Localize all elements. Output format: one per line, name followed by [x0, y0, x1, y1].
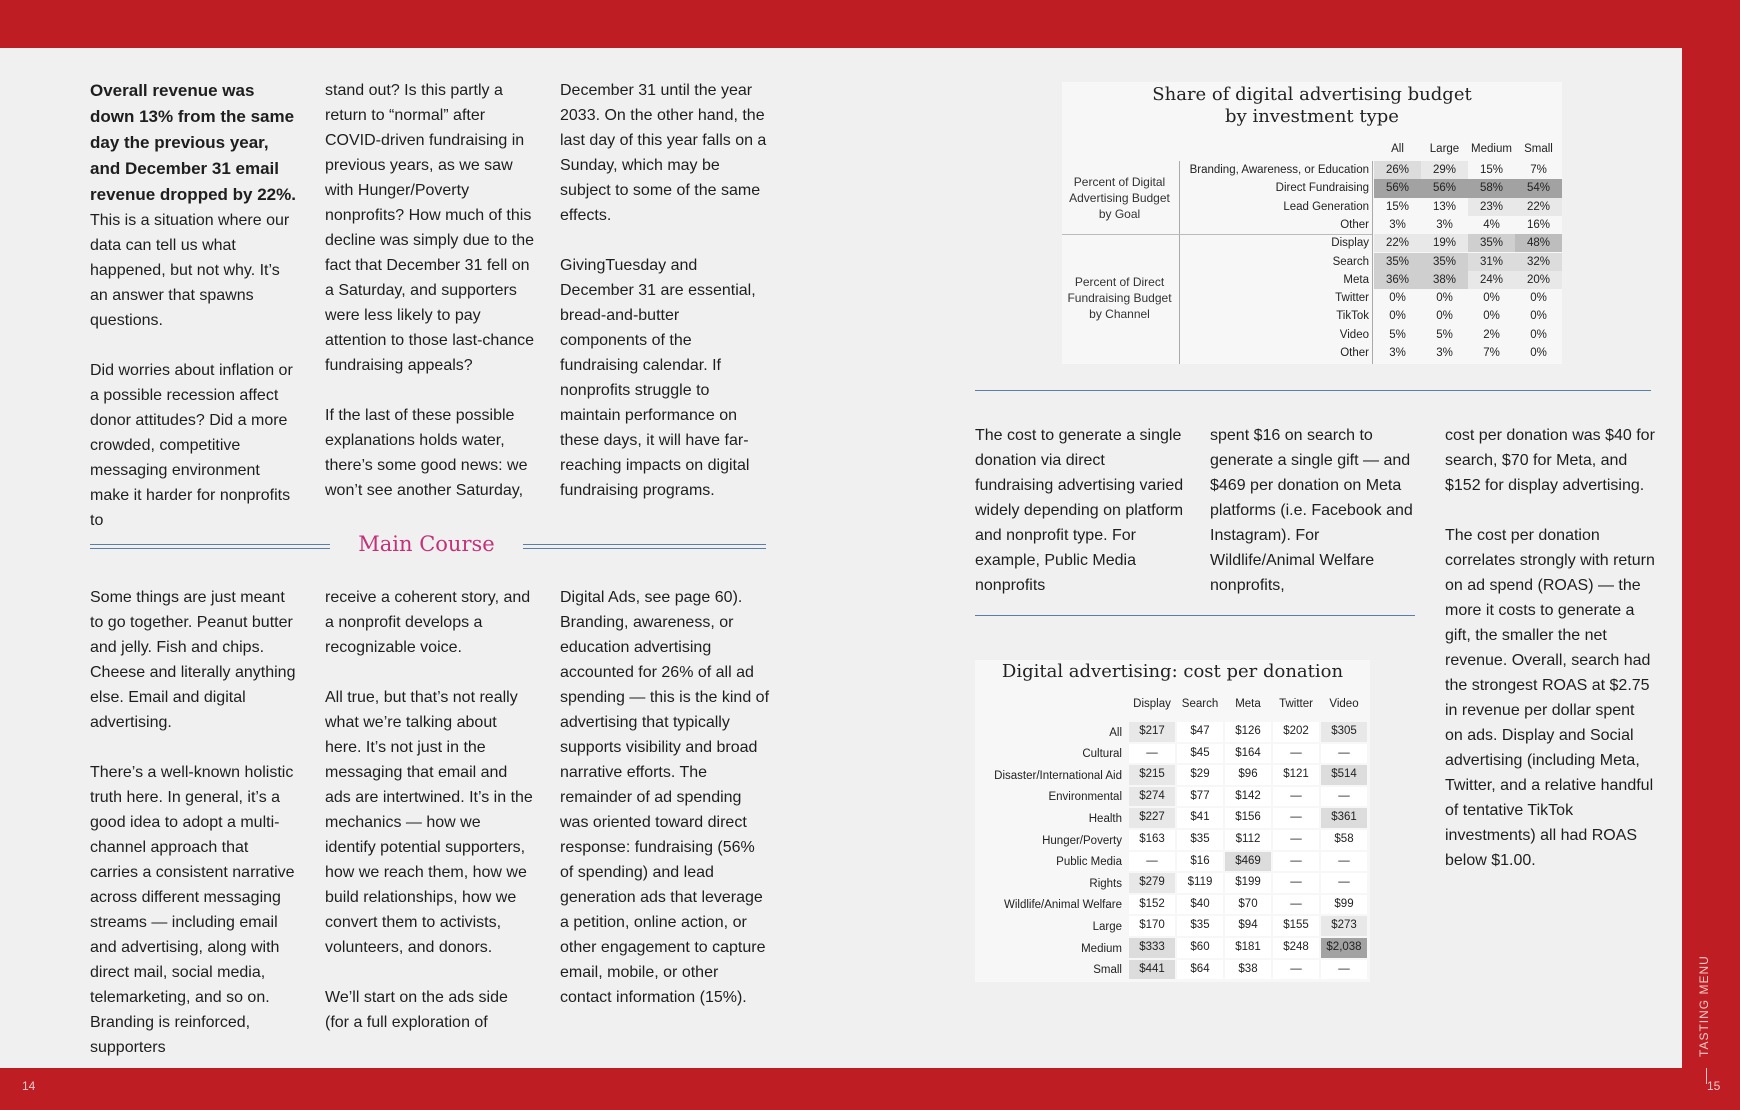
- paragraph: There’s a well-known holistic truth here. In general, it’s a good idea to adopt a multi-channel approach that carries a consistent narrative across different messaging streams — including email and advertising, along with direct mail, social media, telemarketing, and so on. Branding is reinforced, supporters: [90, 764, 295, 1056]
- table-cell: $274: [1129, 787, 1175, 807]
- table-cell: —: [1321, 960, 1367, 980]
- table-cell: $333: [1129, 938, 1175, 958]
- right-band: [1682, 0, 1740, 1110]
- table-cell: $227: [1129, 808, 1175, 828]
- table-cell: 38%: [1421, 271, 1468, 289]
- row-label: Meta: [1343, 273, 1369, 286]
- table-cell: $112: [1225, 830, 1271, 850]
- table-cell: 15%: [1479, 164, 1504, 176]
- table-cell: $60: [1177, 938, 1223, 958]
- column-header: Small: [1524, 143, 1553, 155]
- row-label: Cultural: [1082, 748, 1122, 761]
- table-cell: $119: [1177, 873, 1223, 893]
- column-header: Large: [1429, 143, 1460, 155]
- table-cell: 22%: [1515, 198, 1562, 216]
- table-cell: —: [1273, 830, 1319, 850]
- table-cell: 16%: [1526, 218, 1551, 231]
- paragraph: spent $16 on search to generate a single gift — and $469 per donation on Meta platforms (i.e. Facebook and Instagram). For Wildlife/Animal Welfare nonprofits,: [1210, 427, 1413, 594]
- table-cell: $70: [1225, 895, 1271, 915]
- row-label: Small: [1093, 964, 1122, 977]
- divider-rule: [975, 615, 1415, 616]
- table-cell: 5%: [1436, 328, 1453, 341]
- article-column-8: [1210, 423, 1422, 598]
- table-cell: —: [1273, 787, 1319, 807]
- article-column-3: [560, 78, 770, 503]
- table-cell: 0%: [1436, 310, 1453, 323]
- divider-rule: [975, 390, 1651, 391]
- column-header: Meta: [1235, 698, 1261, 710]
- column-header: Medium: [1471, 143, 1512, 155]
- table-cell: 5%: [1389, 328, 1406, 341]
- table-cell: 22%: [1374, 234, 1421, 252]
- table-cell: —: [1321, 744, 1367, 764]
- top-band: [0, 0, 1740, 48]
- table-cell: 35%: [1374, 253, 1421, 271]
- paragraph: December 31 until the year 2033. On the other hand, the last day of this year falls on a Sunday, which may be subject to some of the same effects.: [560, 82, 767, 224]
- table-cell: 7%: [1483, 347, 1500, 359]
- table-cell: 3%: [1436, 347, 1453, 359]
- table-cell: 48%: [1515, 234, 1562, 252]
- paragraph: Digital Ads, see page 60). Branding, awareness, or education advertising accounted for 26% of all ad spending — this is the kind of advertising that typically supports visibility and broad narrative efforts. The remainder of ad spending was oriented toward direct response: fundraising (56% of spending) and lead generation ads that leverage a petition, online action, or other engagement to capture email, mobile, or other contact information (15%).: [560, 589, 770, 1006]
- paragraph: We’ll start on the ads side (for a full exploration of: [325, 989, 508, 1031]
- table-cell: $361: [1321, 808, 1367, 828]
- article-column-7: [975, 423, 1187, 598]
- table-cell: $164: [1225, 744, 1271, 764]
- paragraph: All true, but that’s not really what we’re talking about here. It’s not just in the messaging that email and ads are intertwined. It’s in the mechanics — how we identify potential supporters, how we reach them, how we build relationships, how we convert them to activists, volunteers, and donors.: [325, 689, 533, 956]
- row-label: TikTok: [1336, 310, 1369, 323]
- table-cell: $96: [1225, 765, 1271, 785]
- table-cell: 31%: [1468, 253, 1515, 271]
- table-cell: $58: [1321, 830, 1367, 850]
- table-cell: $45: [1177, 744, 1223, 764]
- table-cell: $16: [1177, 852, 1223, 872]
- row-label: Public Media: [1056, 856, 1122, 869]
- row-label: Health: [1088, 812, 1122, 825]
- row-label: All: [1109, 726, 1122, 739]
- paragraph: stand out? Is this partly a return to “normal” after COVID-driven fundraising in previous years, as we saw with Hunger/Poverty nonprofits? How much of this decline was simply due to the fact that December 31 fell on a Saturday, and supporters were less likely to pay attention to those last-chance fundraising appeals?: [325, 82, 535, 374]
- table-cell: $273: [1321, 916, 1367, 936]
- row-label: Environmental: [1048, 791, 1122, 804]
- table-title: Share of digital advertising budget: [1152, 84, 1472, 105]
- table-cell: 58%: [1468, 179, 1515, 197]
- page-number-right: 15: [1707, 1079, 1721, 1093]
- table-cell: $441: [1129, 960, 1175, 980]
- page-number-left: 14: [22, 1079, 36, 1093]
- side-tab-label: TASTING MENU: [1697, 955, 1711, 1057]
- table-cell: 3%: [1389, 218, 1406, 231]
- table-cell: 0%: [1530, 347, 1547, 359]
- row-label: Other: [1340, 347, 1369, 359]
- table-cell: 24%: [1468, 271, 1515, 289]
- table-cell: —: [1273, 895, 1319, 915]
- table-cell: 0%: [1483, 292, 1500, 305]
- table-cell: $35: [1177, 916, 1223, 936]
- table-cell: 0%: [1530, 310, 1547, 323]
- table-cell: 0%: [1530, 292, 1547, 305]
- section-heading: [90, 532, 766, 562]
- column-header: Twitter: [1279, 698, 1313, 710]
- row-label: Search: [1332, 255, 1369, 268]
- table-title: Digital advertising: cost per donation: [1001, 661, 1344, 682]
- row-label: Medium: [1081, 942, 1122, 955]
- table-cell: 35%: [1421, 253, 1468, 271]
- bottom-band: [0, 1068, 1740, 1110]
- table-cell: —: [1321, 873, 1367, 893]
- group-label: by Channel: [1089, 307, 1150, 322]
- paragraph: [90, 78, 296, 333]
- section-rule-left: [90, 544, 330, 549]
- table-cell: 13%: [1432, 200, 1457, 213]
- table-cell: —: [1273, 960, 1319, 980]
- row-label: Large: [1092, 920, 1122, 933]
- table-cell: —: [1129, 744, 1175, 764]
- table-cell: $77: [1177, 787, 1223, 807]
- table-cell: 36%: [1374, 271, 1421, 289]
- table-cell: —: [1273, 852, 1319, 872]
- table-cell: 23%: [1468, 198, 1515, 216]
- table-cell: $279: [1129, 873, 1175, 893]
- lead-bold-text: Overall revenue was down 13% from the same day the previous year, and December 31 email revenue dropped by 22%.: [90, 81, 296, 204]
- table-cell: $40: [1177, 895, 1223, 915]
- table-cell: 29%: [1421, 161, 1468, 179]
- row-label: Disaster/International Aid: [994, 769, 1122, 782]
- table-cell: 54%: [1515, 179, 1562, 197]
- table-cell: $202: [1273, 722, 1319, 742]
- table-cell: 0%: [1483, 310, 1500, 323]
- table-cell: 0%: [1436, 292, 1453, 305]
- table-cell: $35: [1177, 830, 1223, 850]
- row-label: Direct Fundraising: [1275, 182, 1369, 195]
- group-label: by Goal: [1098, 206, 1141, 221]
- table-cell: 26%: [1374, 161, 1421, 179]
- column-header: Search: [1181, 698, 1219, 710]
- table-cell: 7%: [1530, 164, 1547, 176]
- table-cell: $152: [1129, 895, 1175, 915]
- budget-share-table: [1062, 82, 1562, 364]
- paragraph: If the last of these possible explanations holds water, there’s some good news: we won’t see another Saturday,: [325, 407, 528, 499]
- row-label: Video: [1339, 328, 1369, 341]
- table-cell: —: [1321, 787, 1367, 807]
- table-cell: —: [1129, 852, 1175, 872]
- table-cell: $156: [1225, 808, 1271, 828]
- paragraph: The cost to generate a single donation via direct fundraising advertising varied widely depending on platform and nonprofit type. For example, Public Media nonprofits: [975, 427, 1184, 594]
- row-label: Branding, Awareness, or Education: [1189, 164, 1369, 176]
- article-column-2: [325, 78, 535, 503]
- article-column-6: [560, 585, 770, 1010]
- table-title: by investment type: [1225, 106, 1399, 127]
- paragraph: GivingTuesday and December 31 are essential, bread-and-butter components of the fundraising calendar. If nonprofits struggle to maintain performance on these days, it will have far-reaching impacts on digital fundraising programs.: [560, 257, 756, 499]
- table-cell: $215: [1129, 765, 1175, 785]
- table-cell: $217: [1129, 722, 1175, 742]
- table-cell: $305: [1321, 722, 1367, 742]
- table-cell: $248: [1273, 938, 1319, 958]
- table-cell: —: [1273, 873, 1319, 893]
- table-cell: 15%: [1385, 200, 1410, 213]
- table-cell: 0%: [1530, 328, 1547, 341]
- row-label: Wildlife/Animal Welfare: [1003, 899, 1122, 912]
- table-cell: $155: [1273, 916, 1319, 936]
- table-cell: $163: [1129, 830, 1175, 850]
- table-cell: $121: [1273, 765, 1319, 785]
- table-cell: 56%: [1421, 179, 1468, 197]
- table-cell: 2%: [1483, 328, 1500, 341]
- table-cell: $199: [1225, 873, 1271, 893]
- table-cell: 4%: [1483, 218, 1500, 231]
- article-column-1: [90, 78, 296, 533]
- table-cell: 56%: [1374, 179, 1421, 197]
- table-cell: 20%: [1515, 271, 1562, 289]
- table-cell: $469: [1225, 852, 1271, 872]
- table-cell: $38: [1225, 960, 1271, 980]
- row-label: Twitter: [1335, 292, 1369, 305]
- paragraph: Did worries about inflation or a possible recession affect donor attitudes? Did a more crowded, competitive messaging environment make it harder for nonprofits to: [90, 362, 293, 529]
- table-cell: $142: [1225, 787, 1271, 807]
- table-cell: $47: [1177, 722, 1223, 742]
- table-cell: 35%: [1468, 234, 1515, 252]
- table-cell: —: [1321, 852, 1367, 872]
- group-label: Fundraising Budget: [1067, 291, 1172, 306]
- table-cell: $170: [1129, 916, 1175, 936]
- table-cell: $64: [1177, 960, 1223, 980]
- table-cell: $41: [1177, 808, 1223, 828]
- paragraph: receive a coherent story, and a nonprofit develops a recognizable voice.: [325, 589, 531, 656]
- table-divider: [1372, 161, 1373, 364]
- table-cell: $126: [1225, 722, 1271, 742]
- table-cell: $514: [1321, 765, 1367, 785]
- column-header: Display: [1133, 698, 1171, 710]
- section-rule-right: [523, 544, 766, 549]
- article-column-4: [90, 585, 300, 1060]
- table-cell: $29: [1177, 765, 1223, 785]
- table-cell: —: [1273, 744, 1319, 764]
- article-column-5: [325, 585, 535, 1035]
- paragraph: cost per donation was $40 for search, $70 for Meta, and $152 for display advertising.: [1445, 427, 1655, 494]
- table-cell: 0%: [1389, 310, 1406, 323]
- section-title: Main Course: [358, 532, 495, 556]
- side-tab-divider: [1706, 1068, 1707, 1084]
- row-label: Other: [1340, 218, 1369, 231]
- paragraph: Some things are just meant to go together. Peanut butter and jelly. Fish and chips. Cheese and literally anything else. Email and digital advertising.: [90, 589, 296, 731]
- group-label: Advertising Budget: [1069, 190, 1170, 205]
- row-label: Rights: [1089, 877, 1122, 890]
- cost-per-donation-table: [975, 660, 1370, 982]
- column-header: Video: [1329, 698, 1359, 710]
- lead-rest-text: This is a situation where our data can tell us what happened, but not why. It’s an answer that spawns questions.: [90, 212, 290, 329]
- table-cell: $2,038: [1321, 938, 1367, 958]
- table-cell: $181: [1225, 938, 1271, 958]
- table-cell: 0%: [1389, 292, 1406, 305]
- row-label: Lead Generation: [1283, 200, 1369, 213]
- group-label: Percent of Digital: [1073, 174, 1166, 189]
- table-cell: 3%: [1389, 347, 1406, 359]
- table-cell: $99: [1321, 895, 1367, 915]
- table-cell: $94: [1225, 916, 1271, 936]
- table-cell: 32%: [1515, 253, 1562, 271]
- group-label: Percent of Direct: [1074, 275, 1165, 290]
- table-cell: 3%: [1436, 218, 1453, 231]
- table-cell: —: [1273, 808, 1319, 828]
- paragraph: The cost per donation correlates strongly with return on ad spend (ROAS) — the more it costs to generate a gift, the smaller the net revenue. Overall, search had the strongest ROAS at $2.75 in revenue per dollar spent on ads. Display and Social advertising (including Meta, Twitter, and a relative handful of tentative TikTok investments) all had ROAS below $1.00.: [1445, 527, 1655, 869]
- row-label: Display: [1331, 237, 1369, 250]
- column-header: All: [1391, 143, 1404, 155]
- table-cell: 19%: [1421, 234, 1468, 252]
- row-label: Hunger/Poverty: [1042, 834, 1122, 847]
- article-column-9: [1445, 423, 1655, 873]
